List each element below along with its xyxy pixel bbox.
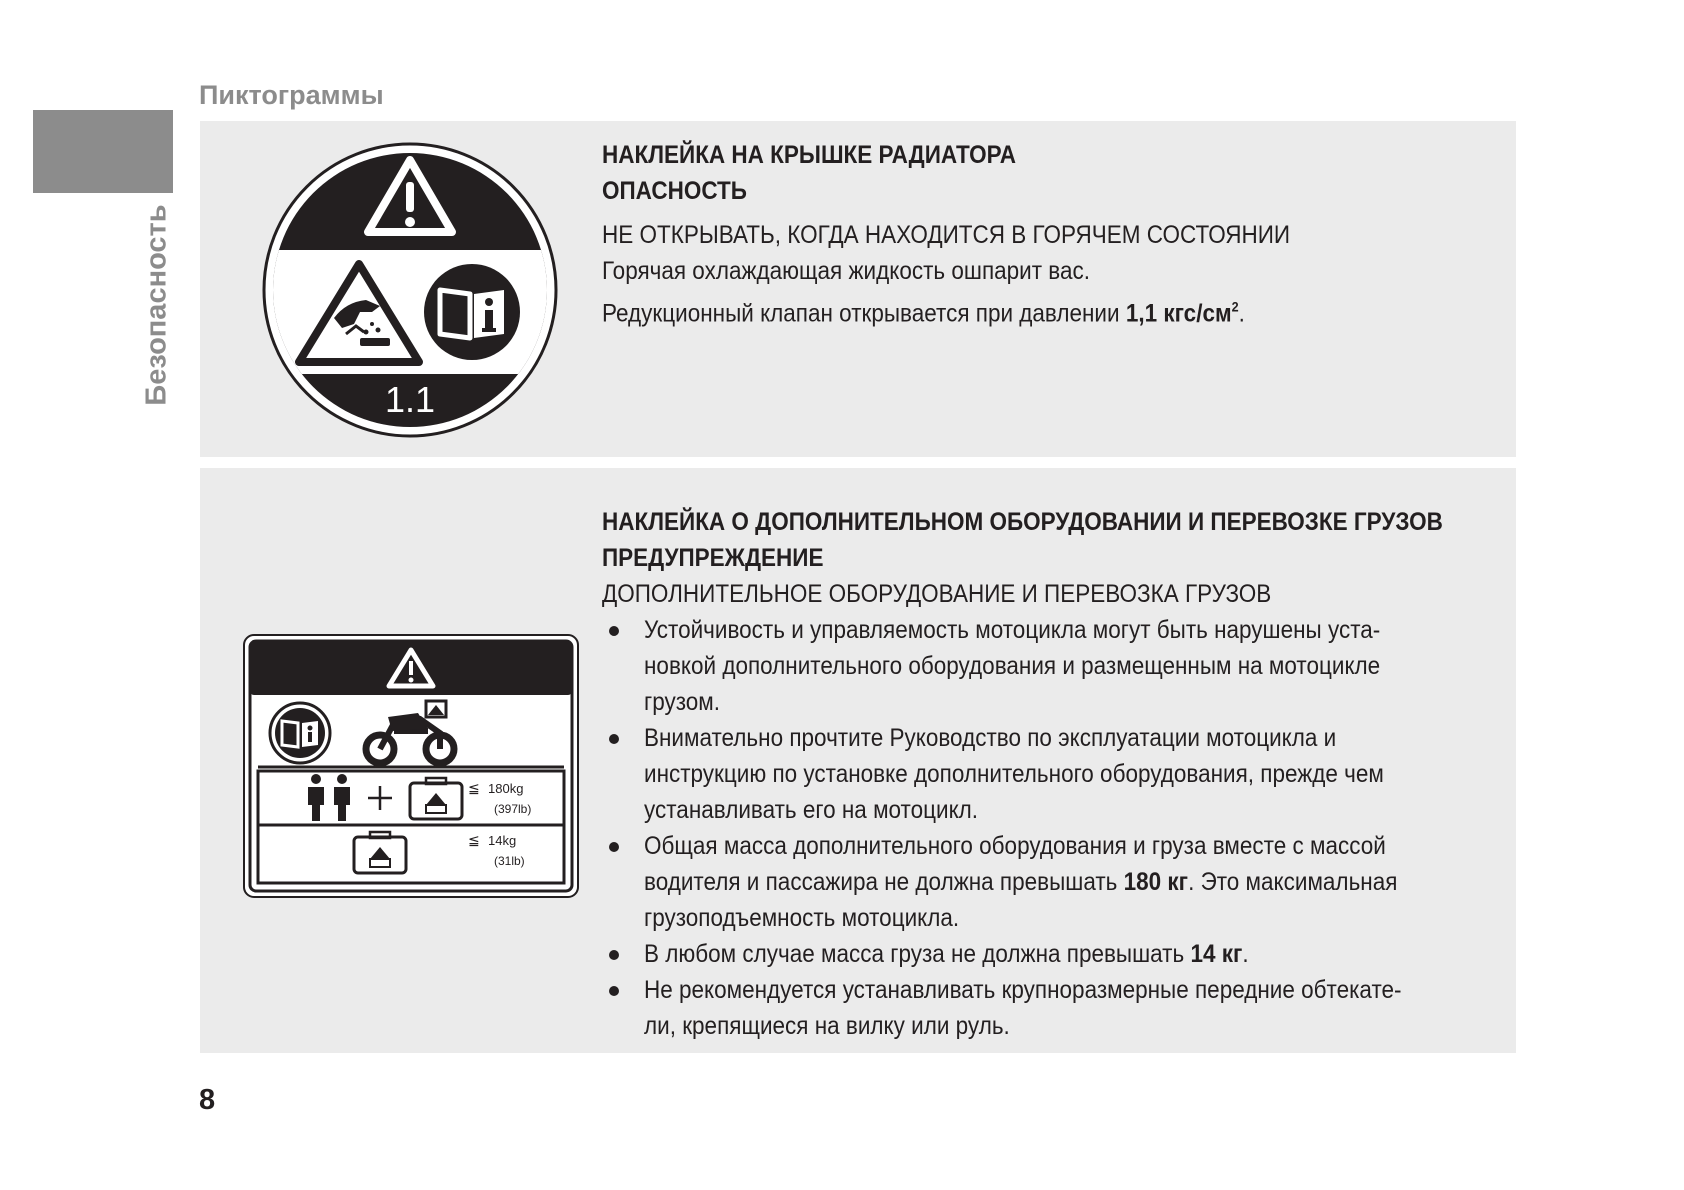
- radiator-cap-label-picto: [262, 142, 558, 438]
- list-item: В любом случае масса груза не должна превышать 14 кг.: [602, 936, 1504, 972]
- max-cargo-weight: 14kg: [488, 833, 517, 848]
- bullet-icon: [609, 734, 619, 744]
- side-tab-block: [33, 110, 173, 193]
- le-sign-1: ≦: [468, 780, 480, 796]
- accessory-warning-heading: ПРЕДУПРЕЖДЕНИЕ: [602, 544, 824, 572]
- max-total-weight: 180kg: [488, 781, 524, 796]
- radiator-line-2: Горячая охлаждающая жидкость ошпарит вас.: [602, 257, 1090, 285]
- list-item: Не рекомендуется устанавливать крупноразмерные передние обтекате- ли, крепящиеся на вилку или руль.: [602, 972, 1504, 1044]
- section-title: Пиктограммы: [199, 80, 384, 110]
- list-item: Внимательно прочтите Руководство по эксплуатации мотоцикла и инструкцию по установке дополнительного оборудования, прежде чем устанавливать его на мотоцикл.: [602, 720, 1504, 828]
- read-manual-icon: [424, 264, 520, 360]
- radiator-line-3: Редукционный клапан открывается при давлении 1,1 кгс/$см^2$.: [602, 299, 1245, 328]
- accessory-label-panel: [200, 468, 1516, 1053]
- accessory-subtitle: ДОПОЛНИТЕЛЬНОЕ ОБОРУДОВАНИЕ И ПЕРЕВОЗКА ГРУЗОВ: [602, 580, 1272, 608]
- radiator-text-block: [602, 137, 1504, 331]
- max-total-weight-lb: (397lb): [494, 802, 532, 816]
- radiator-line-1: НЕ ОТКРЫВАТЬ, КОГДА НАХОДИТСЯ В ГОРЯЧЕМ СОСТОЯНИИ: [602, 221, 1291, 249]
- pressure-value-text: 1.1: [384, 379, 436, 420]
- bullet-icon: [609, 950, 619, 960]
- le-sign-2: ≦: [468, 832, 480, 848]
- radiator-title: НАКЛЕЙКА НА КРЫШКЕ РАДИАТОРА: [602, 141, 1016, 169]
- radiator-label-panel: [200, 121, 1516, 457]
- accessory-text-block: [602, 504, 1504, 1044]
- cargo-case-icon: [410, 778, 462, 819]
- page-number: 8: [199, 1084, 216, 1116]
- list-item: Устойчивость и управляемость мотоцикла могут быть нарушены уста- новкой дополнительного оборудования и размещенным на мотоцикле грузом.: [602, 612, 1504, 720]
- max-cargo-weight-lb: (31lb): [494, 854, 525, 868]
- list-item: Общая масса дополнительного оборудования и груза вместе с массой водителя и пассажира не должна превышать 180 кг. Это максимальная грузоподъемность мотоцикла.: [602, 828, 1504, 936]
- accessory-bullet-list: [602, 612, 1504, 1044]
- cargo-case-icon: [354, 832, 406, 873]
- bullet-icon: [609, 986, 619, 996]
- radiator-danger-heading: ОПАСНОСТЬ: [602, 177, 747, 205]
- accessory-title: НАКЛЕЙКА О ДОПОЛНИТЕЛЬНОМ ОБОРУДОВАНИИ И ПЕРЕВОЗКЕ ГРУЗОВ: [602, 508, 1443, 536]
- bullet-icon: [609, 842, 619, 852]
- accessory-loading-label-picto: [242, 633, 580, 899]
- side-label: Безопасность: [140, 204, 173, 406]
- bullet-icon: [609, 626, 619, 636]
- read-manual-icon: [270, 703, 330, 763]
